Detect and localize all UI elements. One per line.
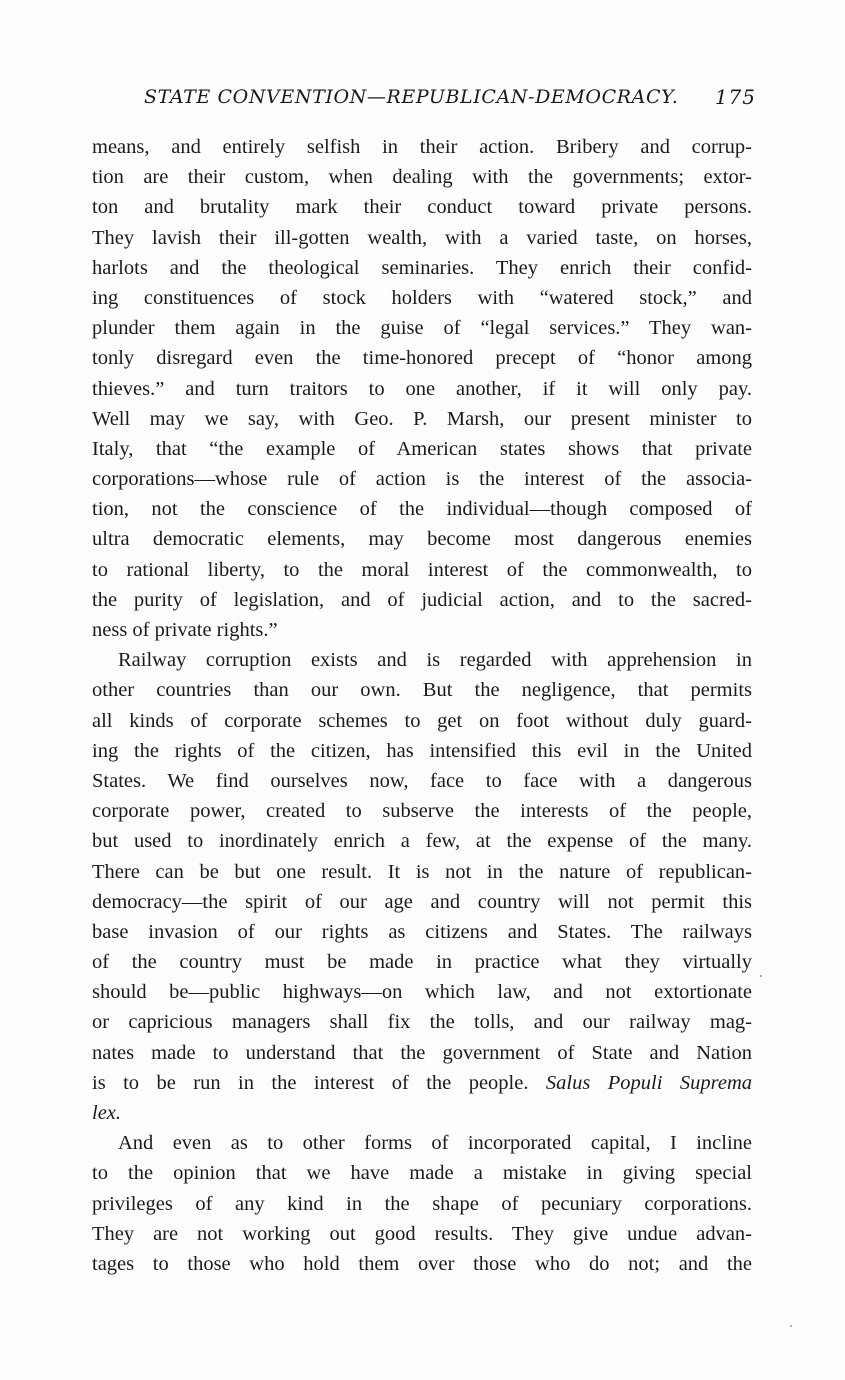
text-line: thieves.” and turn traitors to one another, if it will only pay.: [92, 377, 752, 400]
text-line: to rational liberty, to the moral interest of the commonwealth, to: [92, 558, 752, 581]
paper-speck: [790, 1325, 792, 1327]
page-header: [92, 82, 762, 116]
text-line: They lavish their ill-gotten wealth, with a varied taste, on horses,: [92, 226, 752, 249]
text-line: tion, not the conscience of the individual—though composed of: [92, 498, 752, 521]
text-line: corporate power, created to subserve the interests of the people,: [92, 800, 752, 823]
page-number: 175: [714, 85, 756, 109]
text-line: should be—public highways—on which law, and not extortionate: [92, 981, 752, 1004]
paper-speck: [760, 975, 762, 977]
text-line: to the opinion that we have made a mistake in giving special: [92, 1162, 752, 1185]
text-line: democracy—the spirit of our age and country will not permit this: [92, 890, 752, 913]
text-line: ultra democratic elements, may become most dangerous enemies: [92, 528, 752, 551]
text-line: Italy, that “the example of American states shows that private: [92, 437, 752, 460]
text-line: tonly disregard even the time-honored precept of “honor among: [92, 347, 752, 370]
text-line: ing constituences of stock holders with “watered stock,” and: [92, 286, 752, 309]
text-line: corporations—whose rule of action is the interest of the associa-: [92, 468, 752, 491]
text-line: [92, 1068, 752, 1098]
text-line: States. We find ourselves now, face to face with a dangerous: [92, 769, 752, 792]
text-line: tion are their custom, when dealing with the governments; extor-: [92, 166, 752, 189]
text-line: ton and brutality mark their conduct toward private persons.: [92, 196, 752, 219]
text-line: [92, 1098, 752, 1128]
paragraph-3: [92, 1128, 752, 1279]
text-line: plunder them again in the guise of “legal services.” They wan-: [92, 317, 752, 340]
body-text: [92, 132, 752, 1279]
text-line-segment: is to be run in the interest of the people.: [92, 1071, 529, 1094]
latin-phrase-end: lex.: [92, 1102, 122, 1124]
text-line: nates made to understand that the government of State and Nation: [92, 1041, 752, 1064]
text-line: the purity of legislation, and of judicial action, and to the sacred-: [92, 588, 752, 611]
text-line: There can be but one result. It is not in the nature of republican-: [92, 860, 752, 883]
text-line: tages to those who hold them over those who do not; and the: [92, 1252, 752, 1275]
paragraph-1: [92, 132, 752, 645]
text-line: all kinds of corporate schemes to get on foot without duly guard-: [92, 709, 752, 732]
text-line: And even as to other forms of incorporated capital, I incline: [118, 1132, 752, 1155]
text-line: ing the rights of the citizen, has intensified this evil in the United: [92, 739, 752, 762]
text-line: means, and entirely selfish in their action. Bribery and corrup-: [92, 136, 752, 158]
text-line: base invasion of our rights as citizens and States. The railways: [92, 920, 752, 943]
text-line: or capricious managers shall fix the tolls, and our railway mag-: [92, 1011, 752, 1034]
latin-phrase: Salus Populi Suprema: [545, 1071, 753, 1094]
text-line: other countries than our own. But the negligence, that permits: [92, 679, 752, 702]
text-line: privileges of any kind in the shape of pecuniary corporations.: [92, 1192, 752, 1215]
text-line: harlots and the theological seminaries. They enrich their confid-: [92, 256, 752, 279]
text-line: They are not working out good results. They give undue advan-: [92, 1222, 752, 1245]
running-head: STATE CONVENTION—REPUBLICAN-DEMOCRACY.: [144, 86, 679, 108]
text-line: of the country must be made in practice what they virtually: [92, 951, 752, 974]
text-line: Railway corruption exists and is regarded with apprehension in: [118, 649, 752, 672]
text-line: Well may we say, with Geo. P. Marsh, our present minister to: [92, 407, 752, 430]
paragraph-2: [92, 645, 752, 1128]
text-line: but used to inordinately enrich a few, at the expense of the many.: [92, 830, 752, 853]
text-line: ness of private rights.”: [92, 619, 278, 641]
